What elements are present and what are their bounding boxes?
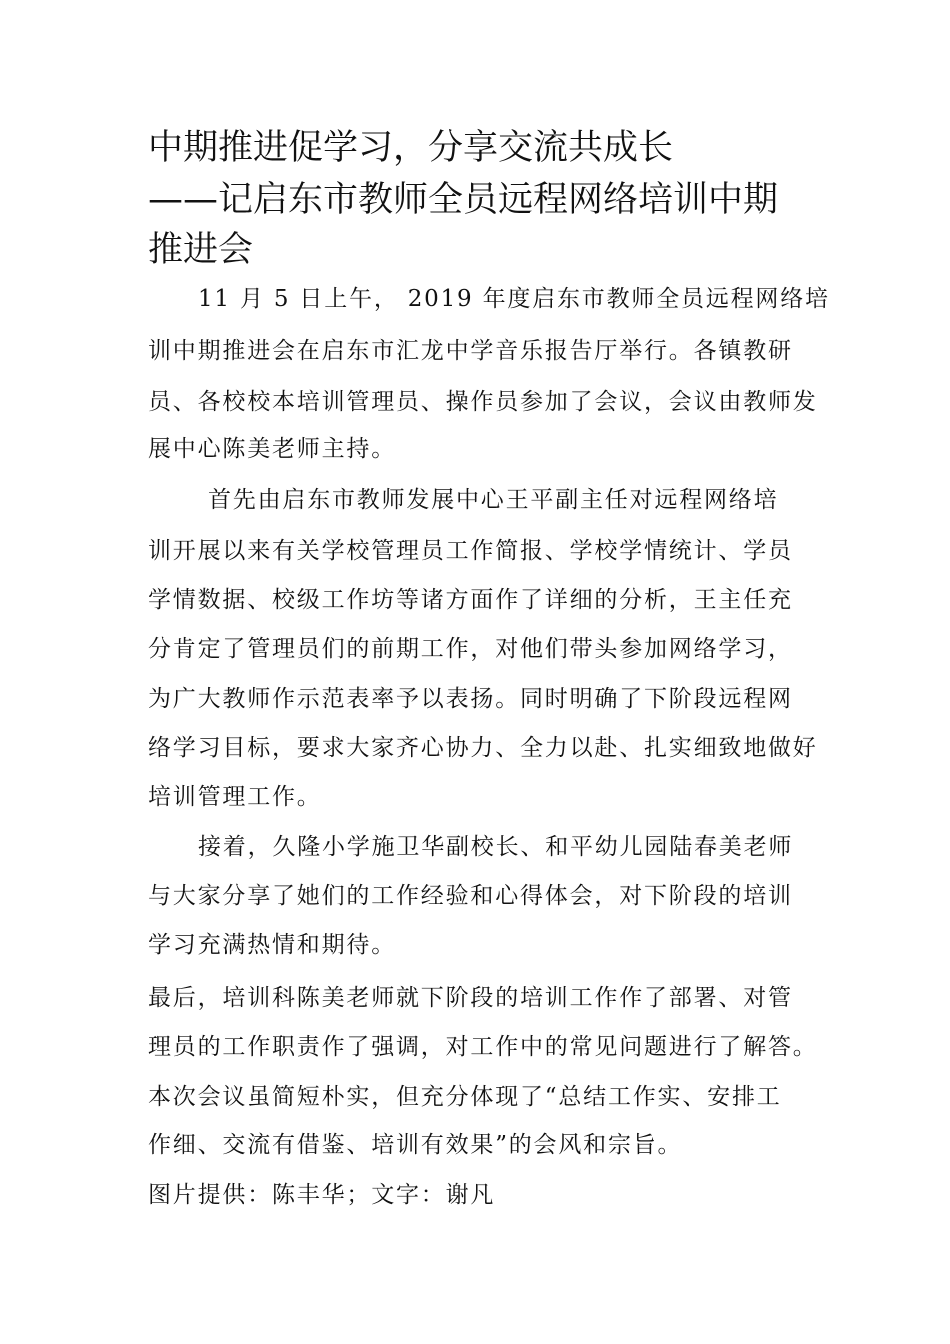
paragraph-3-line-1: 接着，久隆小学施卫华副校长、和平幼儿园陆春美老师 bbox=[198, 834, 794, 860]
title-line-3: 推进会 bbox=[148, 230, 254, 270]
photo-text-credit: 图片提供：陈丰华；文字：谢凡 bbox=[148, 1182, 496, 1208]
paragraph-1-line-1: 11 月 5 日上午， 2019 年度启东市教师全员远程网络培 bbox=[198, 286, 830, 312]
paragraph-1-line-4: 展中心陈美老师主持。 bbox=[148, 436, 396, 462]
paragraph-2-line-7: 培训管理工作。 bbox=[148, 784, 322, 810]
paragraph-3-line-2: 与大家分享了她们的工作经验和心得体会，对下阶段的培训 bbox=[148, 883, 793, 909]
paragraph-4-line-2: 理员的工作职责作了强调，对工作中的常见问题进行了解答。 bbox=[148, 1034, 818, 1060]
paragraph-2-line-2: 训开展以来有关学校管理员工作简报、学校学情统计、学员 bbox=[148, 538, 793, 564]
paragraph-4-line-1: 最后，培训科陈美老师就下阶段的培训工作作了部署、对管 bbox=[148, 985, 793, 1011]
paragraph-2-line-6: 络学习目标，要求大家齐心协力、全力以赴、扎实细致地做好 bbox=[148, 735, 818, 761]
paragraph-2-line-5: 为广大教师作示范表率予以表扬。同时明确了下阶段远程网 bbox=[148, 686, 793, 712]
paragraph-4-line-4: 作细、交流有借鉴、培训有效果”的会风和宗旨。 bbox=[148, 1132, 683, 1158]
title-line-2: ——记启东市教师全员远程网络培训中期 bbox=[148, 180, 779, 220]
paragraph-1-line-3: 员、各校校本培训管理员、操作员参加了会议，会议由教师发 bbox=[148, 389, 818, 415]
paragraph-1-line-2: 训中期推进会在启东市汇龙中学音乐报告厅举行。各镇教研 bbox=[148, 338, 793, 364]
paragraph-4-line-3: 本次会议虽简短朴实，但充分体现了“总结工作实、安排工 bbox=[148, 1084, 782, 1110]
title-line-1: 中期推进促学习，分享交流共成长 bbox=[148, 128, 674, 168]
paragraph-2-line-3: 学情数据、校级工作坊等诸方面作了详细的分析，王主任充 bbox=[148, 587, 793, 613]
paragraph-2-line-1: 首先由启东市教师发展中心王平副主任对远程网络培 bbox=[208, 487, 779, 513]
paragraph-2-line-4: 分肯定了管理员们的前期工作，对他们带头参加网络学习， bbox=[148, 636, 793, 662]
paragraph-3-line-3: 学习充满热情和期待。 bbox=[148, 932, 396, 958]
